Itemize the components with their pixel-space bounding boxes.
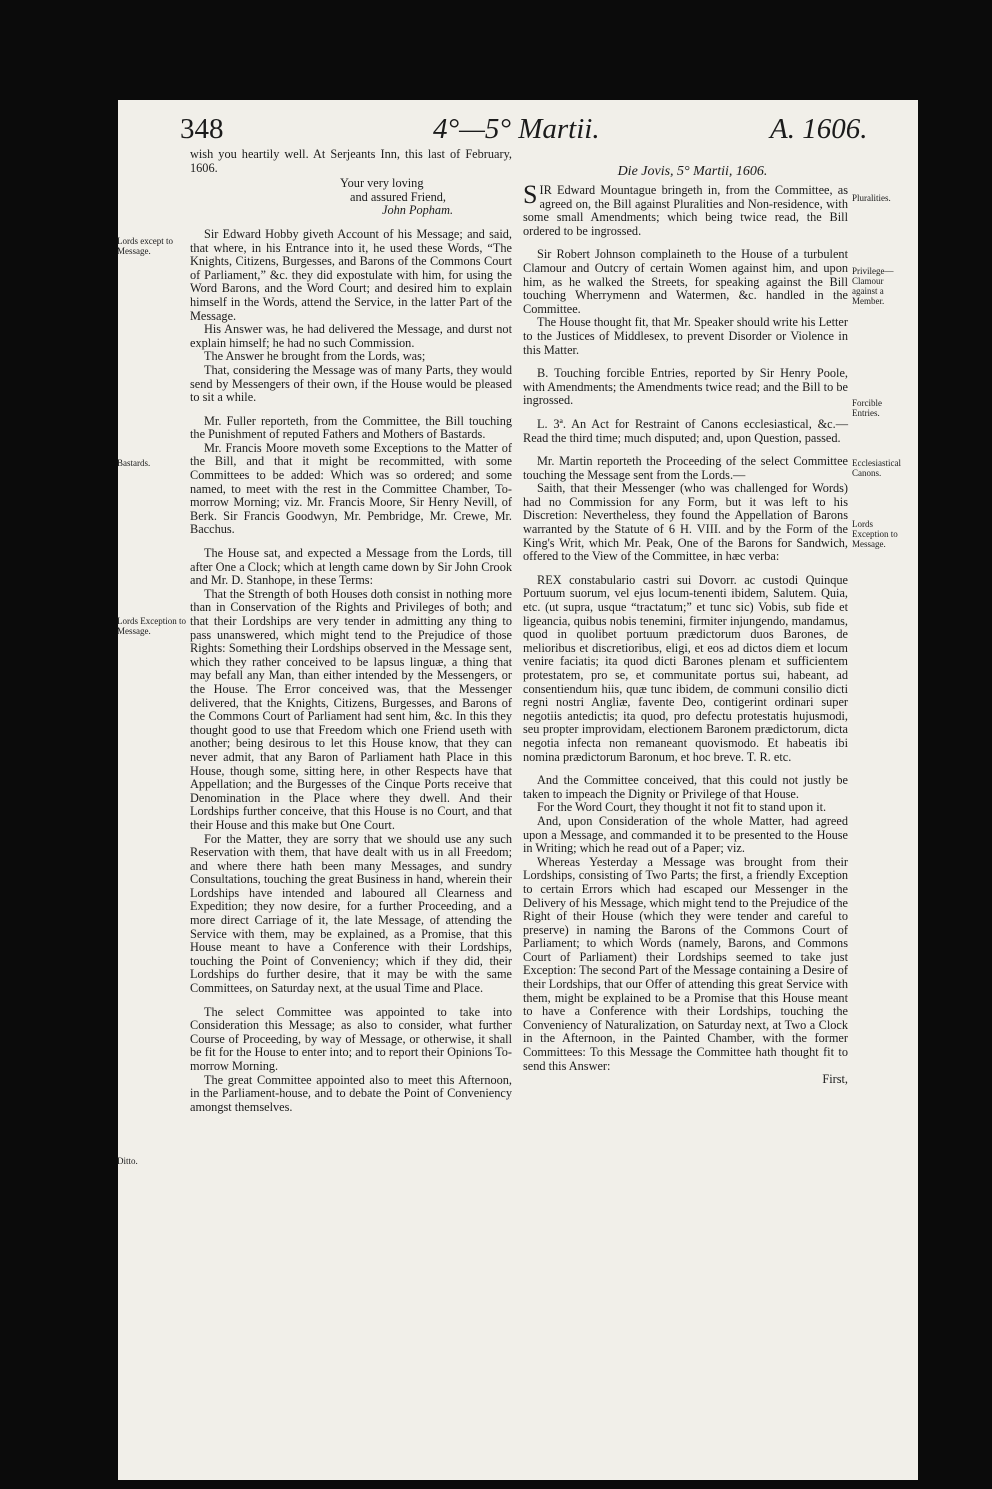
margin-note-ditto: Ditto. [117,1156,138,1166]
drop-cap: S [523,180,538,209]
margin-note-lords-exception-right: Lords Exception to Message. [852,519,898,549]
signature-name: John Popham. [382,203,454,218]
paragraph: His Answer was, he had delivered the Message, and durst not explain himself; he had no such Commission. [190,322,512,350]
signature-line: Your very loving [340,176,424,191]
page-number: 348 [180,113,224,145]
right-paragraphs [523,248,848,563]
kings-writ-latin: REX constabulario castri sui Dovorr. ac custodi Quinque Portuum suorum, vel ejus locum-tenenti ibidem, Salutem. Quia, etc. (ut supra, usque “tractatum;” et tunc sic) Vobis, sub fide et ligeancia, quibus nobis tenemini, firmiter injungendo, mandamus, quod in quolibet portuum prædictorum duos Barones, de melioribus et discretioribus, eligi, et eos ad dictos diem et locum venire faciatis; ita quod dicti Barones plenam et sufficientem protestatem, pro se, et communitate portus sui, habeant, ad consentiendum hiis, quæ tunc ibidem, de communi consilio dicti regni nostri Angliæ, favente Deo, contigerint ordinari super negotiis antedictis; ita quod, pro defectu protestatis hujusmodi, seu propter improvidam, electionem Baronem prædictorum, dicta negotia infecta non remaneant quovismodo. Et habeatis ibi nomina prædictorum Baronum, et hoc breve. T. R. etc. [523,572,848,764]
paragraph: B. Touching forcible Entries, reported by Sir Henry Poole, with Amendments; the Amendments twice read; and the Bill to be ingrossed. [523,366,848,408]
paragraph: SIR Edward Mountague bringeth in, from the Committee, as agreed on, the Bill against Pluralities and Non-residence, with some small Amendments; which being twice read, the Bill ordered to be ingrossed. [523,180,848,238]
paragraph: And the Committee conceived, that this could not justly be taken to impeach the Dignity or Privilege of that House. [523,773,848,801]
right-column [523,164,848,1087]
paragraph: Mr. Francis Moore moveth some Exceptions to the Matter of the Bill, and that it might be recommitted, with some Committees to be added: Which was so ordered; and some named, to meet with the rest in the Committee Chamber, To-morrow Morning; viz. Mr. Francis Moore, Sir Henry Nevill, of Berk. Sir Francis Goodwyn, Mr. Pembridge, Mr. Crewe, Mr. Bacchus. [190,440,512,537]
paragraph: Sir Robert Johnson complaineth to the House of a turbulent Clamour and Outcry of certain Women against him, and upon him, as he walked the Streets, for speaking against the Bill touching Wherrymenn and Watermen, &c. handled in the Committee. [523,247,848,316]
left-paragraphs [190,228,512,1114]
paragraph: The great Committee appointed also to meet this Afternoon, in the Parliament-house, and to debate the Point of Conveniency amongst themselves. [190,1072,512,1114]
paragraph: The Answer he brought from the Lords, was; [204,349,426,364]
paragraph: The House thought fit, that Mr. Speaker should write his Letter to the Justices of Middlesex, to prevent Disorder or Violence in this Matter. [523,315,848,357]
paragraph: Whereas Yesterday a Message was brought from their Lordships, consisting of Two Parts; the first, a friendly Exception to certain Errors which had escaped our Messenger in the Delivery of his Message, which might tend to the Prejudice of the Right of their House (which they were tender and careful to preserve) in naming the Barons of the Commons Court of Parliament; to which Words (namely, Barons, and Commons Court of Parliament) their Lordships seemed to take just Exception: The second Part of the Message containing a Desire of their Lordships, that our Offer of attending this great Service with them, might be explained to be a Promise that this House meant to have a Conference with their Lordships, touching the Conveniency of Naturalization, on Saturday next, at Two a Clock in the Afternoon, in the Painted Chamber, with the former Committees: To this Message the Committee hath thought fit to send this Answer: [523,854,848,1073]
letter-closing: wish you heartily well. At Serjeants Inn, this last of February, 1606. [190,147,512,175]
paragraph: For the Word Court, they thought it not fit to stand upon it. [537,800,827,815]
paragraph: That, considering the Message was of many Parts, they would send by Messengers of their own, if the House would be pleased to sit a while. [190,362,512,405]
signature-line: and assured Friend, [350,189,446,204]
margin-note-ecclesiastical: Ecclesiastical Canons. [852,458,901,478]
paragraph: Mr. Martin reporteth the Proceeding of the select Committee touching the Message sent from the Lords.— [523,454,848,482]
catchword: First, [822,1072,848,1087]
margin-note-bastards: Bastards. [117,458,151,468]
paragraph: And, upon Consideration of the whole Matter, had agreed upon a Message, and commanded it to be presented to the House in Writing; which he read out of a Paper; viz. [523,813,848,856]
running-date: 4°—5° Martii. [433,113,600,145]
paragraph: Sir Edward Hobby giveth Account of his Message; and said, that where, in his Entrance into it, he used these Words, “The Knights, Citizens, Burgesses, and Barons of the Commons Court of Parliament,” &c. they did expostulate with him, for using the Word Barons, and the Word Court; and desired him to explain himself in the Words, attend the Service, in the latter Part of the Message. [190,226,512,323]
margin-note-forcible-entries: Forcible Entries. [852,398,882,418]
margin-note-lords-except: Lords except to Message. [117,236,173,256]
paragraph: L. 3ª. An Act for Restraint of Canons ecclesiastical, &c.—Read the third time; much disputed; and, upon Question, passed. [523,416,848,445]
margin-note-lords-exception: Lords Exception to Message. [117,616,186,636]
signature-block [340,177,512,218]
paragraph: Saith, that their Messenger (who was challenged for Words) had no Commission for any Form, but it was left to his Discretion: Nevertheless, they found the Appellation of Barons warranted by the Statute of 6 H. VIII. and by the Form of the King's Writ, which Mr. Peak, One of the Barons for Sandwich, offered to the View of the Committee, in hæc verba: [523,481,848,564]
paragraph-text: Edward Mountague bringeth in, from the Committee, as agreed on, the Bill against Pluralities and Non-residence, with some small Amendments; which being twice read, the Bill ordered to be ingrossed. [523,183,848,238]
paragraph: That the Strength of both Houses doth consist in nothing more than in Conservation of the Rights and Privileges of both; and that their Lordships are very tender in admitting any thing to pass unanswered, which might tend to the Prejudice of those Rights: Something their Lordships observed in the Message sent, which they rather conceived to be lapsus linguæ, a thing that may befall any Man, than either intended by the Messengers, or the House. The Error conceived was, that the Messenger delivered, that the Knights, Citizens, Burgesses, and Barons of the Commons Court of Parliament had sent him, &c. In this they thought good to use that Freedom which one Friend useth with another; being desirous to let this House know, that they can never admit, that any Baron of Parliament hath Place in this House, though some, sitting here, in other Respects have that Appellation; and the Burgesses of the Cinque Ports receive that Denomination in the Place where they dwell. And their Lordships further conceive, that this House is no Court, and that their House and this make but One Court. [190,586,512,832]
margin-note-privilege: Privilege—Clamour against a Member. [852,266,894,306]
margin-note-pluralities: Pluralities. [852,193,891,203]
left-column [190,148,512,1114]
paragraph: The select Committee was appointed to take into Consideration this Message; as also to consider, what further Course of Proceeding, by way of Message, or otherwise, it shall be fit for the House to enter into; and to report their Opinions To-morrow Morning. [190,1004,512,1073]
running-year: A. 1606. [770,113,868,145]
paragraph: For the Matter, they are sorry that we should use any such Reservation with them, that have dealt with us in all Freedom; and where there hath been many Messages, and sundry Consultations, touching the great Business in hand, wherein their Lordships have intended and laboured all Clearness and Expedition; they now desire, for a further Proceeding, and a more direct Carriage of it, the late Message, of attending the Service with them, may be explained, as a Promise, that this House meant to have a Conference with their Lordships, touching the Point of Conveniency; which if they did, their Lordships do further desire, that it may be with the same Committees, on Saturday next, at the usual Time and Place. [190,831,512,996]
right-paragraphs-continued [523,774,848,1073]
paragraph: The House sat, and expected a Message from the Lords, till after One a Clock; which at length came down by Sir John Crook and Mr. D. Stanhope, in these Terms: [190,546,512,588]
day-heading: Die Jovis, 5° Martii, 1606. [617,164,768,179]
paragraph: Mr. Fuller reporteth, from the Committee, the Bill touching the Punishment of reputed Fathers and Mothers of Bastards. [190,413,512,442]
